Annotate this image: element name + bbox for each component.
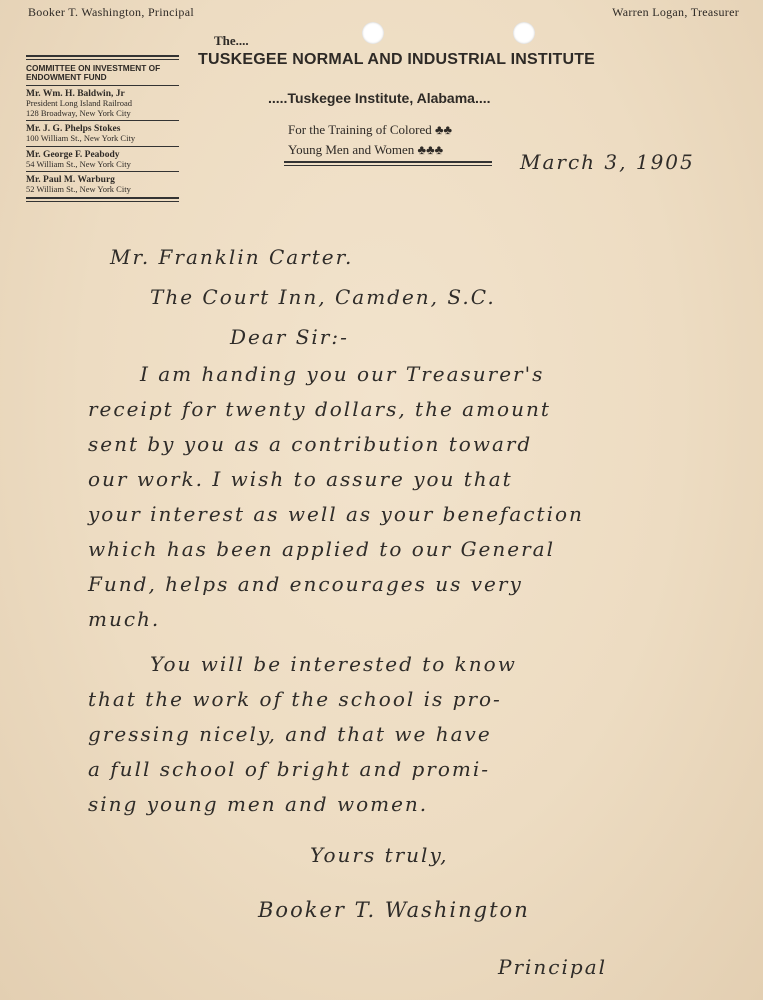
punch-hole-right [513,22,535,44]
member-address: 52 William St., New York City [26,184,131,194]
punch-hole-left [362,22,384,44]
the-label: The.... [214,33,249,48]
letter-date: March 3, 1905 [520,150,695,174]
body-line: sing young men and women. [88,792,429,816]
body-line: sent by you as a contribution toward [88,432,533,456]
signer-title: Principal [498,955,608,979]
divider [26,55,179,57]
member-address: 54 William St., New York City [26,158,131,169]
body-line: which has been applied to our General [88,537,555,561]
committee-member [26,86,179,121]
body-line: Fund, helps and encourages us very [88,572,523,596]
member-name: Mr. Paul M. Warburg [26,175,115,185]
address: The Court Inn, Camden, S.C. [150,285,496,309]
committee-title: COMMITTEE ON INVESTMENT OF ENDOWMENT FUND [26,60,179,86]
body-line: a full school of bright and promi- [88,757,491,781]
addressee: Mr. Franklin Carter. [110,245,354,269]
member-detail: President Long Island Railroad [26,98,132,108]
committee-member [26,147,179,173]
closing: Yours truly, [310,843,449,867]
member-address: 100 William St., New York City [26,133,136,143]
body-line: much. [88,607,161,631]
body-line: You will be interested to know [150,652,517,676]
institute-name: TUSKEGEE NORMAL AND INDUSTRIAL INSTITUTE [198,51,596,68]
body-line: receipt for twenty dollars, the amount [88,397,551,421]
member-name: Mr. George F. Peabody [26,149,120,160]
tagline-line-1: For the Training of Colored ♣♣ [288,122,453,137]
member-name: Mr. Wm. H. Baldwin, Jr [26,89,125,99]
treasurer-name: Warren Logan, Treasurer [612,5,739,19]
divider [284,165,492,166]
committee-box [26,55,179,202]
member-address: 128 Broadway, New York City [26,107,131,118]
body-line: gressing nicely, and that we have [88,722,492,746]
tagline-line-2: Young Men and Women ♣♣♣ [288,142,444,157]
signature: Booker T. Washington [258,898,530,922]
salutation: Dear Sir:- [230,325,349,349]
body-line: our work. I wish to assure you that [88,467,513,491]
committee-member [26,172,179,199]
member-name: Mr. J. G. Phelps Stokes [26,124,121,134]
institute-location: .....Tuskegee Institute, Alabama.... [268,90,491,106]
committee-member [26,121,179,147]
principal-name: Booker T. Washington, Principal [28,5,194,19]
body-line: that the work of the school is pro- [88,687,502,711]
body-line: your interest as well as your benefaction [88,502,584,526]
body-line: I am handing you our Treasurer's [140,362,545,386]
divider [26,201,179,202]
divider [284,161,492,163]
